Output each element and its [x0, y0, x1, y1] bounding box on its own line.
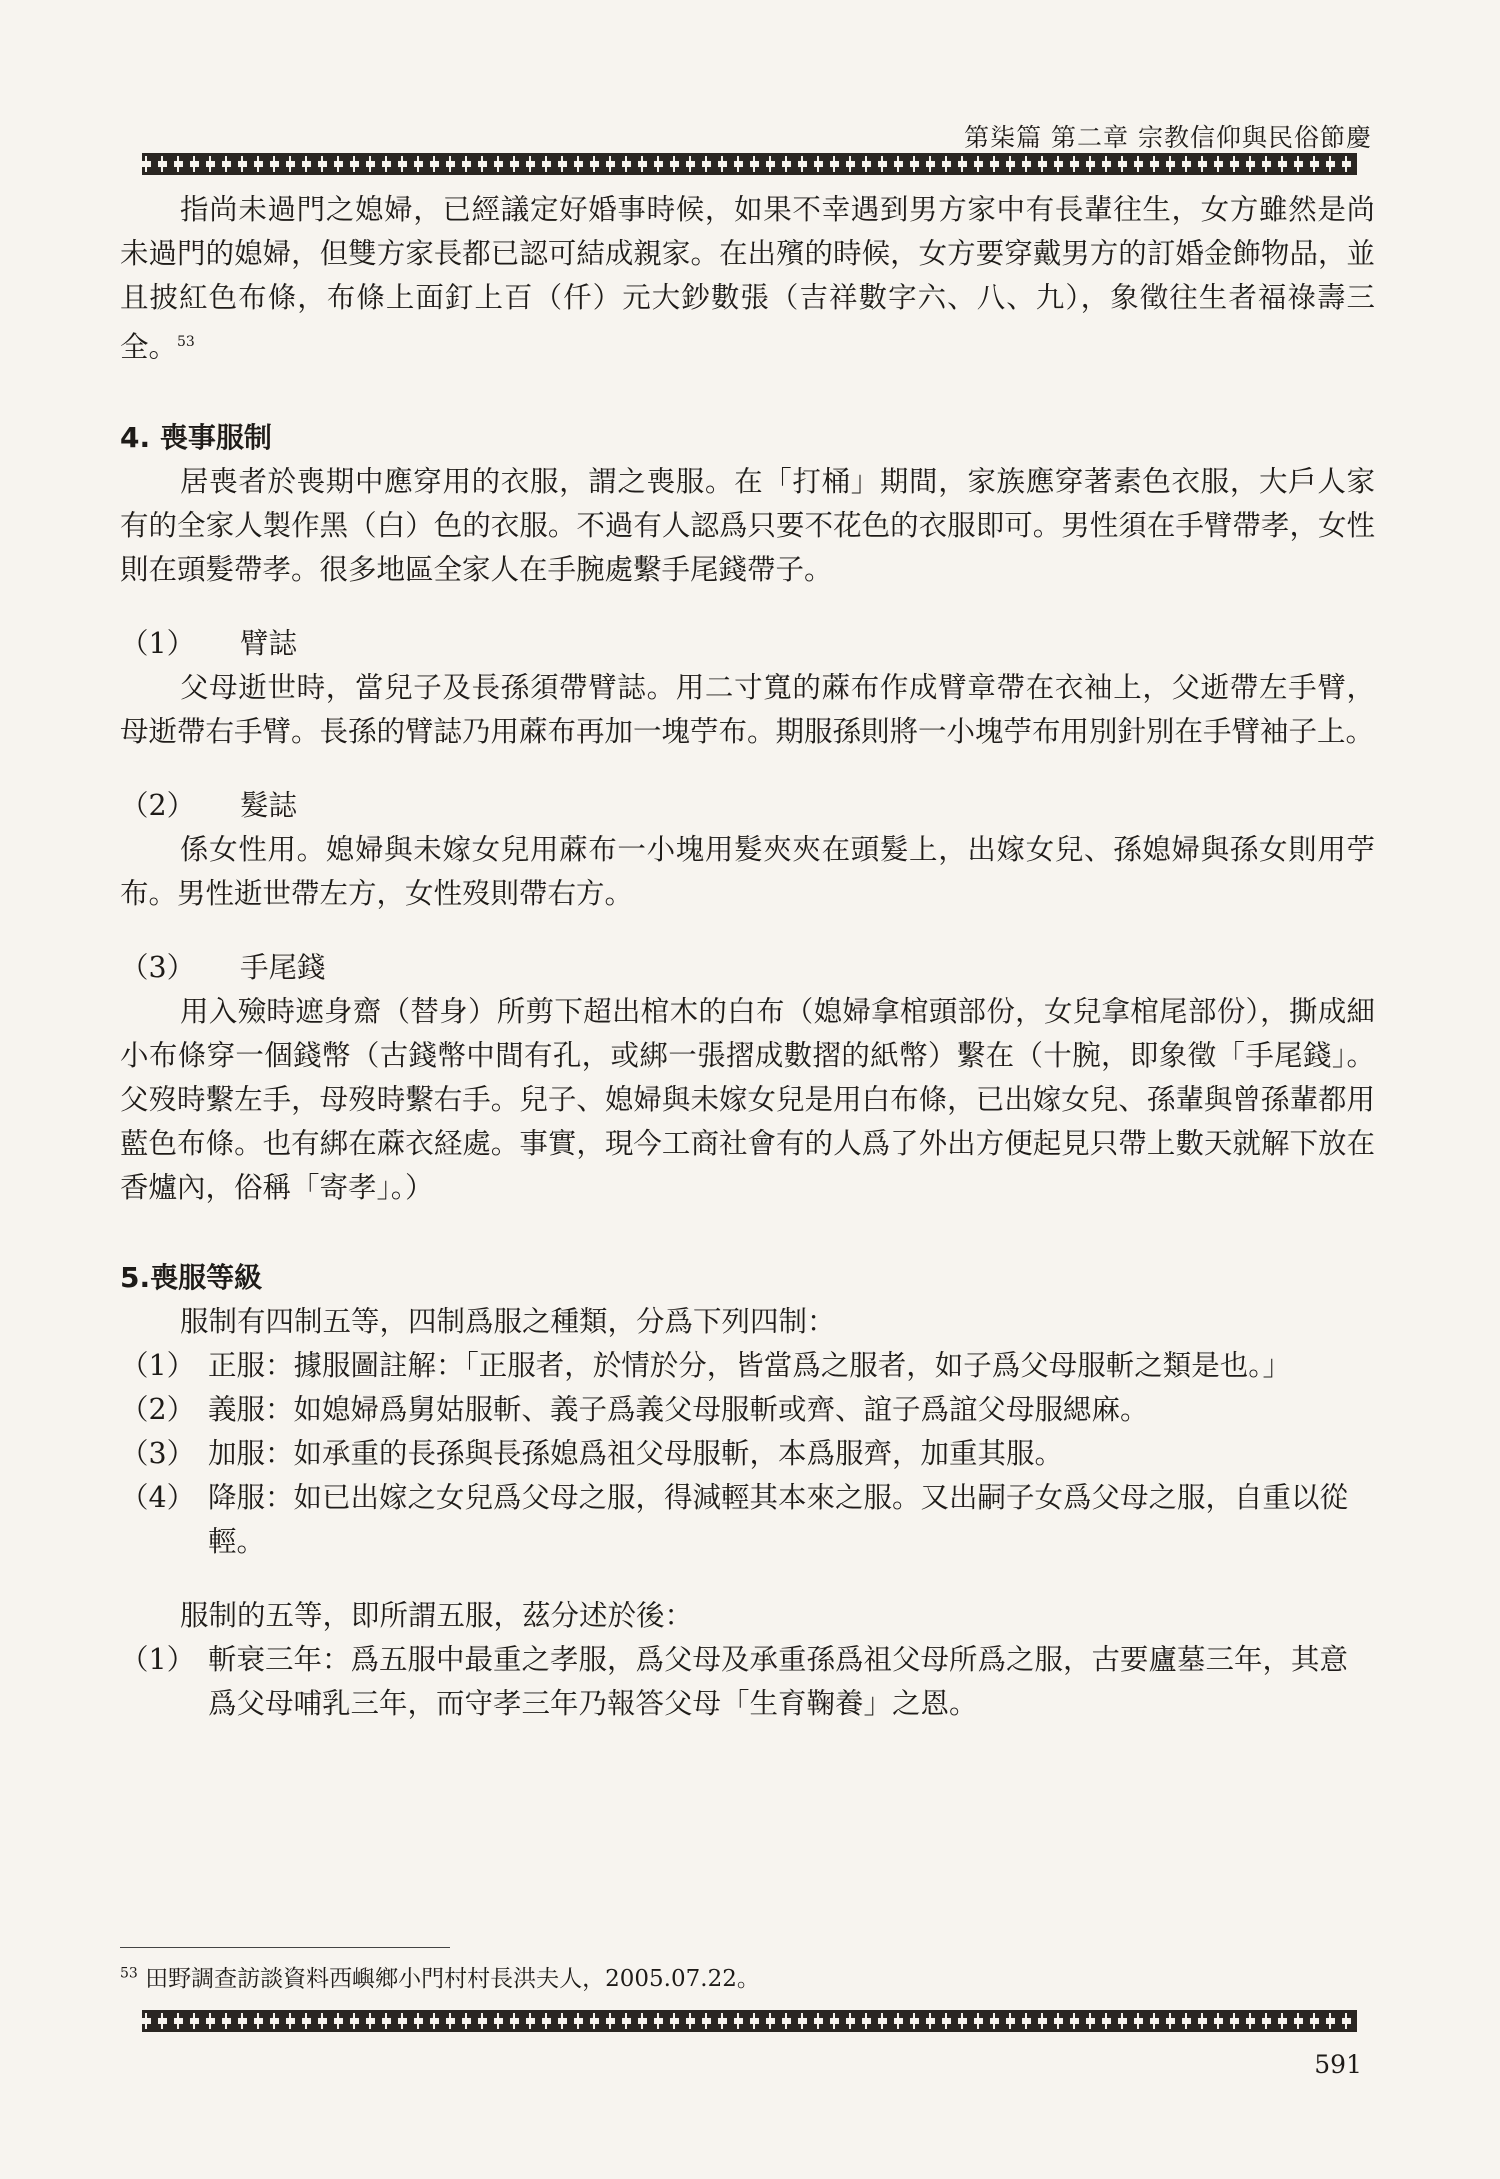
intro-text: 指尚未過門之媳婦，已經議定好婚事時候，如果不幸遇到男方家中有長輩往生，女方雖然是尚未過門的媳婦，但雙方家長都已認可結成親家。在出殯的時候，女方要穿戴男方的訂婚金飾物品，並且披紅色布條，布條上面釘上百（仟）元大鈔數張（吉祥數字六、八、九），象徵往生者福祿壽三全。	[120, 193, 1375, 364]
section-heading-5: 5.喪服等級	[120, 1260, 263, 1294]
subitem-title: 髮誌	[240, 788, 298, 822]
item-number: （3）	[120, 1436, 196, 1470]
subitem-number: （3）	[120, 950, 196, 984]
footnote-text: 田野調查訪談資料西嶼鄉小門村村長洪夫人，2005.07.22。	[145, 1966, 760, 1992]
subitem-body-2: 係女性用。媳婦與未嫁女兒用蔴布一小塊用髮夾夾在頭髮上，出嫁女兒、孫媳婦與孫女則用苧布。男性逝世帶左方，女性歿則帶右方。	[120, 832, 1375, 910]
footnote-number: 53	[120, 1965, 138, 1982]
four-system-item	[120, 1432, 1375, 1476]
item-text: 正服：據服圖註解：「正服者，於情於分，皆當爲之服者，如子爲父母服斬之類是也。」	[208, 1348, 1292, 1382]
section-heading-4: 4. 喪事服制	[120, 420, 272, 454]
five-grade-item	[120, 1638, 1375, 1726]
decorative-border-bottom	[142, 2010, 1357, 2032]
running-header: 第柒篇 第二章 宗教信仰與民俗節慶	[964, 123, 1372, 152]
subitem-heading-2	[120, 784, 1375, 828]
five-grades-intro: 服制的五等，即所謂五服，茲分述於後：	[180, 1598, 694, 1632]
subitem-body-3: 用入殮時遮身齋（替身）所剪下超出棺木的白布（媳婦拿棺頭部份，女兒拿棺尾部份），撕成細小布條穿一個錢幣（古錢幣中間有孔，或綁一張摺成數摺的紙幣）繫在（十腕，即象徵「手尾錢」。父歿時繫左手，母歿時繫右手。兒子、媳婦與未嫁女兒是用白布條，已出嫁女兒、孫輩與曾孫輩都用藍色布條。也有綁在蔴衣経處。事實，現今工商社會有的人爲了外出方便起見只帶上數天就解下放在香爐內，俗稱「寄孝」。）	[120, 994, 1375, 1204]
subitem-body-1: 父母逝世時，當兒子及長孫須帶臂誌。用二寸寬的蔴布作成臂章帶在衣袖上，父逝帶左手臂，母逝帶右手臂。長孫的臂誌乃用蔴布再加一塊苧布。期服孫則將一小塊苧布用別針別在手臂袖子上。	[120, 670, 1375, 748]
page-body	[120, 188, 1375, 1726]
intro-paragraph	[120, 188, 1375, 370]
item-number: （1）	[120, 1348, 196, 1382]
subitem-title: 手尾錢	[240, 950, 326, 984]
decorative-border-top	[142, 153, 1357, 175]
footnote	[120, 1960, 760, 1993]
four-system-item	[120, 1388, 1375, 1432]
page-number: 591	[1314, 2050, 1362, 2079]
item-text: 加服：如承重的長孫與長孫媳爲祖父母服斬，本爲服齊，加重其服。	[208, 1436, 1064, 1470]
item-text: 義服：如媳婦爲舅姑服斬、義子爲義父母服斬或齊、誼子爲誼父母服緦麻。	[208, 1392, 1149, 1426]
item-text: 斬衰三年：爲五服中最重之孝服，爲父母及承重孫爲祖父母所爲之服，古要廬墓三年，其意爲父母哺乳三年，而守孝三年乃報答父母「生育鞠養」之恩。	[208, 1642, 1349, 1720]
footnote-divider	[120, 1947, 450, 1948]
four-system-item	[120, 1344, 1375, 1388]
subitem-heading-3	[120, 946, 1375, 990]
subitem-heading-1	[120, 622, 1375, 666]
item-number: （2）	[120, 1392, 196, 1426]
item-text: 降服：如已出嫁之女兒爲父母之服，得減輕其本來之服。又出嗣子女爲父母之服，自重以從輕。	[208, 1480, 1349, 1558]
section-5-intro: 服制有四制五等，四制爲服之種類，分爲下列四制：	[180, 1304, 836, 1338]
four-system-item	[120, 1476, 1375, 1564]
footnote-ref: 53	[177, 334, 195, 350]
subitem-number: （2）	[120, 788, 196, 822]
section-4-body: 居喪者於喪期中應穿用的衣服，謂之喪服。在「打桶」期間，家族應穿著素色衣服，大戶人家有的全家人製作黑（白）色的衣服。不過有人認爲只要不花色的衣服即可。男性須在手臂帶孝，女性則在頭髮帶孝。很多地區全家人在手腕處繫手尾錢帶子。	[120, 464, 1375, 586]
item-number: （4）	[120, 1480, 196, 1514]
subitem-title: 臂誌	[240, 626, 298, 660]
item-number: （1）	[120, 1642, 196, 1676]
subitem-number: （1）	[120, 626, 196, 660]
